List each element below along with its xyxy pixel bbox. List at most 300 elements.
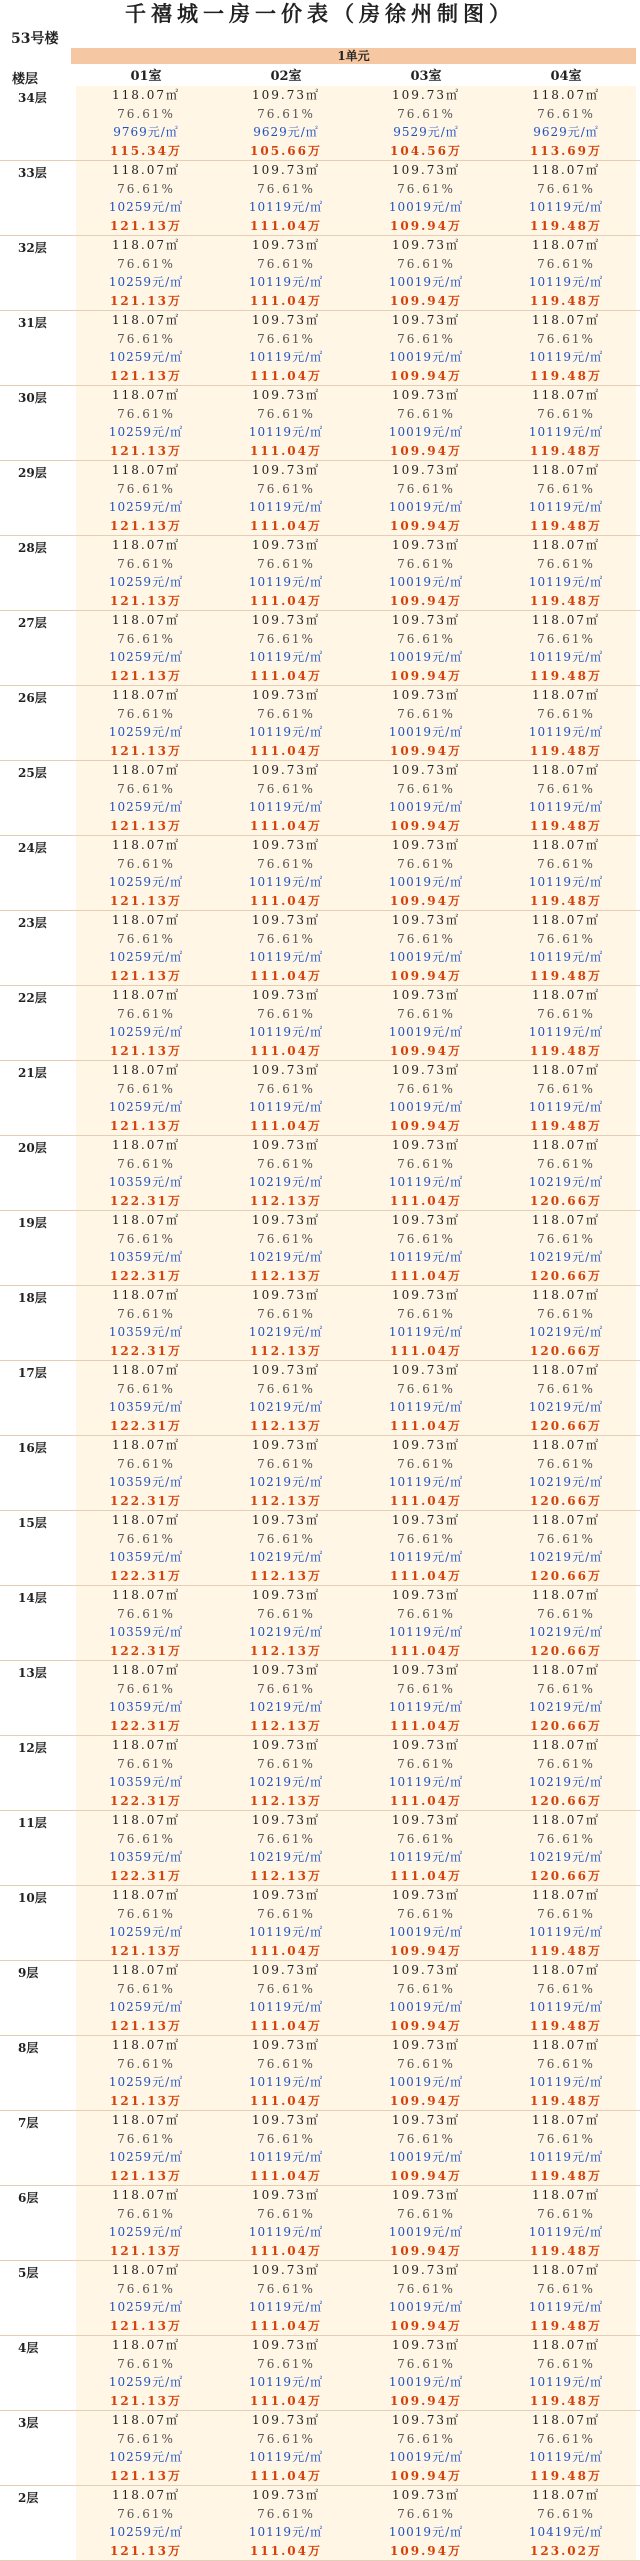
unit-area: 109.73㎡	[392, 238, 460, 252]
unit-cell	[216, 1886, 356, 1960]
unit-total: 122.31万	[110, 1343, 182, 1358]
unit-area: 118.07㎡	[112, 2113, 180, 2127]
unit-area: 118.07㎡	[112, 763, 180, 777]
unit-total: 111.04万	[250, 668, 322, 683]
floor-label: 22层	[18, 991, 47, 1005]
unit-ratio: 76.61%	[537, 2056, 595, 2071]
unit-price: 10019元/㎡	[388, 425, 464, 439]
floor-label: 27层	[18, 616, 47, 630]
floor-label: 8层	[18, 2041, 39, 2055]
unit-cell	[356, 311, 496, 385]
unit-area: 109.73㎡	[252, 163, 320, 177]
unit-price: 10259元/㎡	[108, 275, 184, 289]
unit-area: 118.07㎡	[532, 463, 600, 477]
unit-price: 10219元/㎡	[248, 1550, 324, 1564]
unit-ratio: 76.61%	[537, 181, 595, 196]
unit-ratio: 76.61%	[397, 1906, 455, 1921]
unit-ratio: 76.61%	[537, 2281, 595, 2296]
unit-cell	[216, 2336, 356, 2410]
room-header-02: 02室	[216, 68, 356, 87]
unit-cell	[76, 2111, 216, 2185]
unit-cell	[496, 1286, 636, 1360]
unit-total: 112.13万	[250, 1868, 322, 1883]
unit-ratio: 76.61%	[257, 481, 315, 496]
unit-price: 10019元/㎡	[388, 650, 464, 664]
unit-area: 109.73㎡	[252, 463, 320, 477]
unit-ratio: 76.61%	[397, 2056, 455, 2071]
unit-cell	[496, 761, 636, 835]
unit-area: 118.07㎡	[532, 1138, 600, 1152]
unit-price: 10259元/㎡	[108, 1100, 184, 1114]
unit-cell	[496, 611, 636, 685]
unit-ratio: 76.61%	[397, 1531, 455, 1546]
table-body	[0, 86, 640, 2561]
unit-price: 10119元/㎡	[388, 1475, 464, 1489]
unit-total: 111.04万	[390, 1718, 462, 1733]
unit-total: 121.13万	[110, 818, 182, 833]
unit-price: 10119元/㎡	[248, 575, 324, 589]
unit-total: 109.94万	[390, 2468, 462, 2483]
unit-total: 119.48万	[530, 518, 602, 533]
unit-ratio: 76.61%	[117, 1906, 175, 1921]
unit-ratio: 76.61%	[537, 1156, 595, 1171]
unit-total: 119.48万	[530, 818, 602, 833]
unit-area: 109.73㎡	[392, 313, 460, 327]
unit-ratio: 76.61%	[117, 2506, 175, 2521]
unit-total: 109.94万	[390, 293, 462, 308]
unit-price: 10259元/㎡	[108, 1025, 184, 1039]
unit-cell	[216, 161, 356, 235]
unit-price: 10359元/㎡	[108, 1775, 184, 1789]
unit-area: 118.07㎡	[112, 2338, 180, 2352]
unit-ratio: 76.61%	[537, 556, 595, 571]
unit-area: 118.07㎡	[532, 1963, 600, 1977]
unit-cell	[216, 311, 356, 385]
unit-area: 118.07㎡	[532, 838, 600, 852]
floor-label: 4层	[18, 2341, 39, 2355]
unit-area: 109.73㎡	[392, 2188, 460, 2202]
unit-ratio: 76.61%	[257, 1306, 315, 1321]
unit-area: 109.73㎡	[252, 2338, 320, 2352]
table-row	[0, 1436, 640, 1511]
unit-area: 118.07㎡	[532, 1513, 600, 1527]
unit-total: 111.04万	[390, 1418, 462, 1433]
unit-cell	[76, 161, 216, 235]
unit-header: 1单元	[71, 48, 636, 64]
unit-area: 118.07㎡	[112, 1588, 180, 1602]
unit-total: 111.04万	[250, 2318, 322, 2333]
unit-total: 121.13万	[110, 218, 182, 233]
unit-area: 109.73㎡	[392, 613, 460, 627]
unit-price: 10119元/㎡	[528, 1925, 604, 1939]
unit-ratio: 76.61%	[117, 481, 175, 496]
unit-total: 109.94万	[390, 743, 462, 758]
unit-ratio: 76.61%	[257, 181, 315, 196]
table-row	[0, 1661, 640, 1736]
unit-ratio: 76.61%	[117, 406, 175, 421]
unit-ratio: 76.61%	[397, 256, 455, 271]
unit-ratio: 76.61%	[397, 106, 455, 121]
unit-price: 10119元/㎡	[248, 2075, 324, 2089]
unit-cell	[356, 2261, 496, 2335]
floor-label: 6层	[18, 2191, 39, 2205]
unit-ratio: 76.61%	[257, 1681, 315, 1696]
unit-price: 10359元/㎡	[108, 1325, 184, 1339]
unit-area: 109.73㎡	[252, 688, 320, 702]
unit-area: 109.73㎡	[252, 1138, 320, 1152]
table-row	[0, 1961, 640, 2036]
unit-cell	[356, 611, 496, 685]
unit-cell	[216, 1586, 356, 1660]
floor-label: 16层	[18, 1441, 47, 1455]
floor-column-header: 楼层	[12, 72, 39, 87]
unit-price: 10259元/㎡	[108, 725, 184, 739]
unit-cell	[356, 86, 496, 160]
unit-total: 121.13万	[110, 2543, 182, 2558]
unit-price: 10119元/㎡	[388, 1400, 464, 1414]
unit-cell	[216, 911, 356, 985]
unit-price: 10259元/㎡	[108, 2375, 184, 2389]
unit-price: 10019元/㎡	[388, 800, 464, 814]
unit-total: 122.31万	[110, 1718, 182, 1733]
unit-price: 10119元/㎡	[528, 425, 604, 439]
unit-area: 118.07㎡	[112, 1513, 180, 1527]
unit-cell	[496, 1061, 636, 1135]
unit-ratio: 76.61%	[537, 256, 595, 271]
unit-price: 10119元/㎡	[248, 1025, 324, 1039]
unit-price: 10119元/㎡	[528, 2000, 604, 2014]
unit-total: 119.48万	[530, 968, 602, 983]
unit-total: 109.94万	[390, 2093, 462, 2108]
unit-price: 10259元/㎡	[108, 575, 184, 589]
unit-area: 118.07㎡	[532, 2038, 600, 2052]
unit-total: 111.04万	[250, 218, 322, 233]
unit-price: 10119元/㎡	[248, 2225, 324, 2239]
unit-cell	[496, 1511, 636, 1585]
unit-price: 10119元/㎡	[248, 200, 324, 214]
unit-cell	[496, 2111, 636, 2185]
unit-area: 118.07㎡	[112, 2188, 180, 2202]
room-header-01: 01室	[76, 68, 216, 87]
unit-total: 109.94万	[390, 1043, 462, 1058]
unit-ratio: 76.61%	[257, 1081, 315, 1096]
unit-total: 121.13万	[110, 293, 182, 308]
unit-cell	[76, 1586, 216, 1660]
unit-total: 121.13万	[110, 668, 182, 683]
unit-cell	[356, 1286, 496, 1360]
table-row	[0, 536, 640, 611]
unit-cell	[356, 2111, 496, 2185]
unit-total: 111.04万	[390, 1643, 462, 1658]
unit-ratio: 76.61%	[257, 406, 315, 421]
unit-cell	[216, 2111, 356, 2185]
unit-total: 122.31万	[110, 1868, 182, 1883]
unit-cell	[356, 461, 496, 535]
unit-total: 104.56万	[390, 143, 462, 158]
unit-total: 109.94万	[390, 2393, 462, 2408]
unit-ratio: 76.61%	[397, 1306, 455, 1321]
unit-price: 10259元/㎡	[108, 2525, 184, 2539]
unit-cell	[76, 2336, 216, 2410]
page-title: 千禧城一房一价表（房徐州制图）	[125, 1, 515, 26]
unit-price: 10119元/㎡	[528, 2450, 604, 2464]
unit-area: 109.73㎡	[252, 538, 320, 552]
unit-cell	[356, 2186, 496, 2260]
unit-ratio: 76.61%	[397, 2131, 455, 2146]
unit-area: 118.07㎡	[532, 1213, 600, 1227]
unit-total: 111.04万	[250, 968, 322, 983]
floor-label: 18层	[18, 1291, 47, 1305]
unit-price: 10019元/㎡	[388, 2000, 464, 2014]
unit-price: 10259元/㎡	[108, 2000, 184, 2014]
unit-ratio: 76.61%	[537, 1306, 595, 1321]
unit-ratio: 76.61%	[397, 2206, 455, 2221]
unit-ratio: 76.61%	[117, 1681, 175, 1696]
unit-price: 10359元/㎡	[108, 1400, 184, 1414]
unit-price: 10219元/㎡	[248, 1775, 324, 1789]
unit-price: 10259元/㎡	[108, 2075, 184, 2089]
unit-area: 109.73㎡	[392, 913, 460, 927]
room-header-04: 04室	[496, 68, 636, 87]
unit-cell	[496, 1811, 636, 1885]
unit-area: 118.07㎡	[112, 238, 180, 252]
floor-label: 20层	[18, 1141, 47, 1155]
unit-total: 112.13万	[250, 1718, 322, 1733]
unit-area: 118.07㎡	[532, 1663, 600, 1677]
unit-area: 118.07㎡	[112, 88, 180, 102]
unit-area: 109.73㎡	[392, 163, 460, 177]
unit-price: 10119元/㎡	[528, 2150, 604, 2164]
unit-area: 118.07㎡	[532, 2413, 600, 2427]
unit-cell	[356, 1361, 496, 1435]
unit-price: 10019元/㎡	[388, 725, 464, 739]
floor-label: 21层	[18, 1066, 47, 1080]
unit-ratio: 76.61%	[537, 1756, 595, 1771]
unit-cell	[356, 1661, 496, 1735]
unit-total: 109.94万	[390, 2318, 462, 2333]
floor-label: 3层	[18, 2416, 39, 2430]
unit-area: 109.73㎡	[252, 2413, 320, 2427]
floor-label: 9层	[18, 1966, 39, 1980]
unit-total: 111.04万	[250, 2168, 322, 2183]
unit-total: 111.04万	[250, 1943, 322, 1958]
floor-label: 11层	[18, 1816, 47, 1830]
unit-total: 111.04万	[250, 2243, 322, 2258]
unit-area: 118.07㎡	[532, 2263, 600, 2277]
unit-total: 119.48万	[530, 893, 602, 908]
unit-area: 109.73㎡	[392, 463, 460, 477]
unit-price: 10259元/㎡	[108, 500, 184, 514]
unit-total: 111.04万	[250, 518, 322, 533]
unit-ratio: 76.61%	[117, 2356, 175, 2371]
unit-area: 118.07㎡	[112, 688, 180, 702]
unit-area: 118.07㎡	[532, 988, 600, 1002]
unit-cell	[356, 1811, 496, 1885]
unit-area: 109.73㎡	[392, 1588, 460, 1602]
unit-total: 109.94万	[390, 668, 462, 683]
unit-cell	[356, 1211, 496, 1285]
unit-cell	[356, 761, 496, 835]
unit-area: 109.73㎡	[392, 1513, 460, 1527]
unit-cell	[496, 1736, 636, 1810]
unit-area: 109.73㎡	[392, 2263, 460, 2277]
unit-ratio: 76.61%	[537, 706, 595, 721]
table-row	[0, 386, 640, 461]
unit-cell	[496, 2036, 636, 2110]
unit-total: 105.66万	[250, 143, 322, 158]
unit-total: 111.04万	[250, 1043, 322, 1058]
unit-price: 9629元/㎡	[533, 125, 599, 139]
unit-cell	[496, 1436, 636, 1510]
unit-area: 109.73㎡	[252, 1738, 320, 1752]
unit-price: 10119元/㎡	[528, 200, 604, 214]
unit-area: 109.73㎡	[252, 1588, 320, 1602]
unit-total: 119.48万	[530, 2468, 602, 2483]
floor-label: 12层	[18, 1741, 47, 1755]
unit-ratio: 76.61%	[257, 2281, 315, 2296]
table-row	[0, 2486, 640, 2561]
unit-area: 118.07㎡	[532, 2188, 600, 2202]
unit-ratio: 76.61%	[257, 1156, 315, 1171]
unit-cell	[216, 1736, 356, 1810]
unit-ratio: 76.61%	[257, 2431, 315, 2446]
unit-total: 112.13万	[250, 1643, 322, 1658]
unit-ratio: 76.61%	[537, 2431, 595, 2446]
unit-area: 118.07㎡	[112, 1663, 180, 1677]
unit-area: 109.73㎡	[392, 2488, 460, 2502]
unit-total: 109.94万	[390, 593, 462, 608]
unit-price: 10219元/㎡	[528, 1550, 604, 1564]
unit-price: 10119元/㎡	[248, 350, 324, 364]
unit-cell	[216, 1511, 356, 1585]
table-row	[0, 161, 640, 236]
unit-area: 109.73㎡	[252, 1888, 320, 1902]
unit-price: 10119元/㎡	[248, 950, 324, 964]
unit-cell	[76, 986, 216, 1060]
unit-total: 120.66万	[530, 1643, 602, 1658]
unit-total: 109.94万	[390, 2018, 462, 2033]
unit-area: 109.73㎡	[392, 763, 460, 777]
unit-total: 111.04万	[250, 1118, 322, 1133]
unit-cell	[216, 1361, 356, 1435]
unit-area: 109.73㎡	[392, 2113, 460, 2127]
unit-ratio: 76.61%	[397, 481, 455, 496]
unit-ratio: 76.61%	[397, 1081, 455, 1096]
unit-price: 10119元/㎡	[248, 2525, 324, 2539]
unit-area: 109.73㎡	[252, 1513, 320, 1527]
unit-cell	[496, 836, 636, 910]
unit-price: 10259元/㎡	[108, 2450, 184, 2464]
unit-total: 119.48万	[530, 2018, 602, 2033]
unit-area: 109.73㎡	[392, 1663, 460, 1677]
unit-total: 109.94万	[390, 443, 462, 458]
unit-cell	[76, 1661, 216, 1735]
unit-price: 10219元/㎡	[528, 1775, 604, 1789]
unit-price: 10219元/㎡	[528, 1625, 604, 1639]
floor-label: 34层	[18, 91, 47, 105]
unit-total: 111.04万	[390, 1793, 462, 1808]
unit-total: 113.69万	[530, 143, 602, 158]
unit-ratio: 76.61%	[397, 1981, 455, 1996]
unit-ratio: 76.61%	[117, 2206, 175, 2221]
unit-total: 115.34万	[110, 143, 182, 158]
unit-ratio: 76.61%	[257, 631, 315, 646]
table-row	[0, 1136, 640, 1211]
unit-total: 121.13万	[110, 2018, 182, 2033]
unit-ratio: 76.61%	[257, 856, 315, 871]
unit-area: 109.73㎡	[392, 1963, 460, 1977]
unit-cell	[76, 836, 216, 910]
unit-area: 109.73㎡	[392, 2038, 460, 2052]
table-row	[0, 1886, 640, 1961]
unit-ratio: 76.61%	[117, 256, 175, 271]
unit-total: 109.94万	[390, 1118, 462, 1133]
unit-area: 109.73㎡	[392, 1213, 460, 1227]
unit-total: 122.31万	[110, 1643, 182, 1658]
unit-ratio: 76.61%	[257, 931, 315, 946]
unit-total: 120.66万	[530, 1868, 602, 1883]
unit-area: 109.73㎡	[252, 913, 320, 927]
floor-label: 30层	[18, 391, 47, 405]
unit-cell	[496, 161, 636, 235]
unit-price: 10119元/㎡	[388, 1700, 464, 1714]
floor-label: 10层	[18, 1891, 47, 1905]
unit-area: 118.07㎡	[112, 613, 180, 627]
unit-total: 121.13万	[110, 443, 182, 458]
column-header-row	[0, 68, 640, 86]
unit-area: 109.73㎡	[392, 2413, 460, 2427]
unit-total: 119.48万	[530, 2393, 602, 2408]
unit-price: 10119元/㎡	[388, 1775, 464, 1789]
unit-ratio: 76.61%	[117, 1831, 175, 1846]
unit-total: 111.04万	[390, 1343, 462, 1358]
unit-ratio: 76.61%	[537, 1381, 595, 1396]
unit-area: 109.73㎡	[252, 1063, 320, 1077]
unit-ratio: 76.61%	[257, 2356, 315, 2371]
unit-cell	[496, 2186, 636, 2260]
unit-cell	[76, 2186, 216, 2260]
unit-ratio: 76.61%	[257, 256, 315, 271]
unit-ratio: 76.61%	[117, 856, 175, 871]
unit-price: 10019元/㎡	[388, 2300, 464, 2314]
room-header-03: 03室	[356, 68, 496, 87]
unit-ratio: 76.61%	[117, 1006, 175, 1021]
unit-price: 10219元/㎡	[248, 1625, 324, 1639]
unit-price: 10119元/㎡	[528, 2375, 604, 2389]
unit-cell	[76, 311, 216, 385]
unit-price: 10119元/㎡	[528, 875, 604, 889]
unit-cell	[76, 2036, 216, 2110]
unit-price: 10119元/㎡	[528, 575, 604, 589]
unit-total: 120.66万	[530, 1343, 602, 1358]
unit-price: 10019元/㎡	[388, 575, 464, 589]
unit-cell	[76, 2261, 216, 2335]
unit-cell	[496, 1961, 636, 2035]
unit-price: 10359元/㎡	[108, 1850, 184, 1864]
unit-total: 119.48万	[530, 1043, 602, 1058]
unit-area: 109.73㎡	[252, 838, 320, 852]
unit-price: 10219元/㎡	[528, 1850, 604, 1864]
unit-total: 111.04万	[250, 2468, 322, 2483]
unit-price: 10259元/㎡	[108, 2225, 184, 2239]
unit-area: 109.73㎡	[252, 88, 320, 102]
floor-label: 19层	[18, 1216, 47, 1230]
unit-ratio: 76.61%	[397, 856, 455, 871]
unit-ratio: 76.61%	[257, 2206, 315, 2221]
unit-area: 109.73㎡	[392, 1138, 460, 1152]
unit-area: 118.07㎡	[112, 1813, 180, 1827]
table-row	[0, 1361, 640, 1436]
